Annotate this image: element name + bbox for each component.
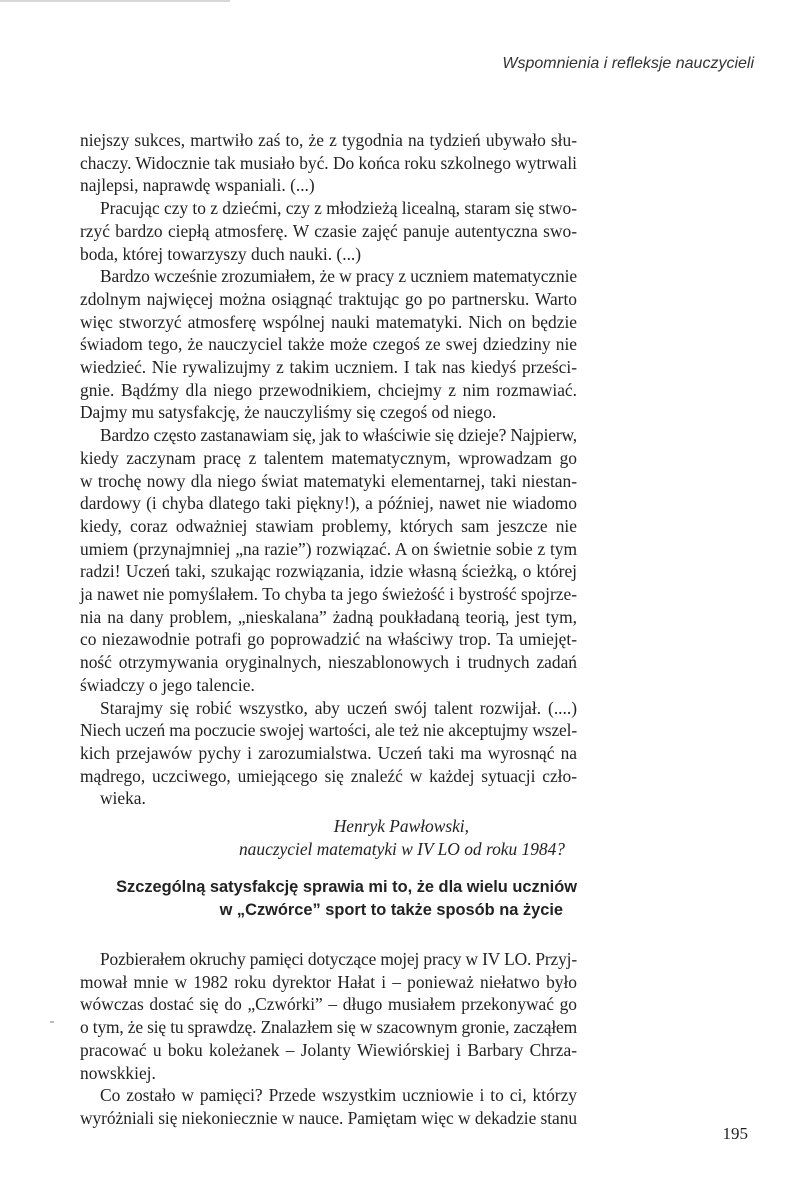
text-line: Co zostało w pamięci? Przede wszystkim uczniowie i to ci, którzy	[100, 1085, 577, 1106]
text-line: Pracując czy to z dziećmi, czy z młodzieżą licealną, staram się stwo-	[100, 198, 577, 219]
text-line: gnie. Bądźmy dla niego przewodnikiem, chciejmy z nim rozmawiać.	[80, 379, 577, 400]
text-line: kich przejawów pychy i zarozumialstwa. Uczeń taki ma wyrosnąć na	[80, 742, 577, 763]
text-line: więc stworzyć atmosferę wspólnej nauki matematyki. Nich on będzie	[80, 311, 577, 332]
text-line: wiedzieć. Nie rywalizujmy z takim uczniem. I tak nas kiedyś prześci-	[80, 357, 577, 378]
text-line: wyróżniali się niekoniecznie w nauce. Pamiętam więc w dekadzie stanu	[80, 1107, 578, 1128]
heading-line: w „Czwórce” sport to także sposób na życie	[219, 901, 563, 919]
text-line: wówczas dostać się do „Czwórki” – długo musiałem przekonywać go	[80, 994, 577, 1015]
text-line: ja nawet nie pomyślałem. To chyba ta jego świeżość i bystrość spojrze-	[80, 584, 577, 605]
text-line: najlepsi, naprawdę wspaniali. (...)	[80, 175, 315, 196]
text-line: mądrego, uczciwego, umiejącego się znaleźć w każdej sytuacji czło-	[80, 765, 577, 786]
text-line: zdolnym najwięcej można osiągnąć traktując go po partnersku. Warto	[80, 288, 577, 309]
heading-line: Szczególną satysfakcję sprawia mi to, że dla wielu uczniów	[116, 878, 577, 896]
paragraph	[80, 1084, 577, 1129]
author-signature	[80, 815, 577, 860]
text-line: nowskkiej.	[80, 1062, 156, 1083]
text-line: niejszy sukces, martwiło zaś to, że z tygodnia na tydzień ubywało słu-	[80, 130, 577, 150]
text-line: co niezawodnie potrafi go poprowadzić na właściwy trop. Ta umiejęt-	[80, 629, 577, 650]
paragraph	[80, 697, 577, 811]
text-line: wieka.	[100, 788, 146, 809]
text-line: rzyć bardzo ciepłą atmosferę. W czasie zajęć panuje autentyczna swo-	[80, 220, 577, 241]
text-line: Bardzo często zastanawiam się, jak to właściwie się dzieje? Najpierw,	[100, 425, 577, 446]
text-line: chaczy. Widocznie tak musiało być. Do końca roku szkolnego wytrwali	[80, 152, 578, 173]
text-line: Dajmy mu satysfakcję, że nauczyliśmy się czegoś od niego.	[80, 402, 497, 423]
text-line: w trochę nowy dla niego świat matematyki elementarnej, taki niestan-	[80, 470, 577, 491]
text-line: mował mnie w 1982 roku dyrektor Hałat i – ponieważ niełatwo było	[80, 971, 577, 992]
text-line: radzi! Uczeń taki, szukając rozwiązania, idzie własną ścieżką, o której	[80, 561, 577, 582]
text-line: umiem (przynajmniej „na razie”) rozwiązać. A on świetnie sobie z tym	[80, 538, 577, 559]
text-line: Pozbierałem okruchy pamięci dotyczące mojej pracy w IV LO. Przyj-	[100, 949, 578, 969]
top-edge-rule	[0, 0, 230, 2]
text-line: nia na dany problem, „nieskalana” żadną poukładaną teorią, jest tym,	[80, 606, 577, 627]
text-line: świadczy o jego talencie.	[80, 674, 255, 695]
text-line: Bardzo wcześnie zrozumiałem, że w pracy z uczniem matematycznie	[100, 266, 577, 287]
text-line: o tym, że się tu sprawdzę. Znalazłem się w szacownym gronie, zacząłem	[80, 1017, 578, 1038]
signature-role: nauczyciel matematyki w IV LO od roku 1984?	[238, 838, 565, 859]
section-heading	[80, 876, 577, 922]
paragraph	[80, 129, 577, 197]
margin-mark	[50, 1021, 54, 1023]
text-line: kiedy, coraz odważniej stawiam problemy, których sam jeszcze nie	[80, 515, 577, 536]
text-line: dardowy (i chyba dlatego taki piękny!), a później, nawet nie wiadomo	[80, 493, 577, 514]
paragraph	[80, 948, 577, 1084]
paragraph	[80, 424, 577, 696]
text-line: boda, której towarzyszy duch nauki. (...)	[80, 243, 362, 264]
page-number: 195	[722, 1124, 748, 1143]
text-line: pracować u boku koleżanek – Jolanty Wiewiórskiej i Barbary Chrza-	[80, 1039, 577, 1060]
text-line: Niech uczeń ma poczucie swojej wartości, ale też nie akceptujmy wszel-	[80, 720, 578, 741]
article-body	[80, 129, 577, 810]
text-line: świadom tego, że nauczyciel także może czegoś ze swej dziedziny nie	[80, 334, 577, 355]
paragraph	[80, 265, 577, 424]
text-line: kiedy zaczynam pracę z talentem matematycznym, wprowadzam go	[80, 447, 577, 468]
text-line: ność otrzymywania oryginalnych, nieszablonowych i trudnych zadań	[80, 652, 577, 673]
paragraph	[80, 197, 577, 265]
signature-name: Henryk Pawłowski,	[333, 816, 469, 836]
text-line: Starajmy się robić wszystko, aby uczeń swój talent rozwijał. (....)	[100, 697, 577, 718]
running-header: Wspomnienia i refleksje nauczycieli	[502, 55, 754, 72]
section-body	[80, 948, 577, 1130]
